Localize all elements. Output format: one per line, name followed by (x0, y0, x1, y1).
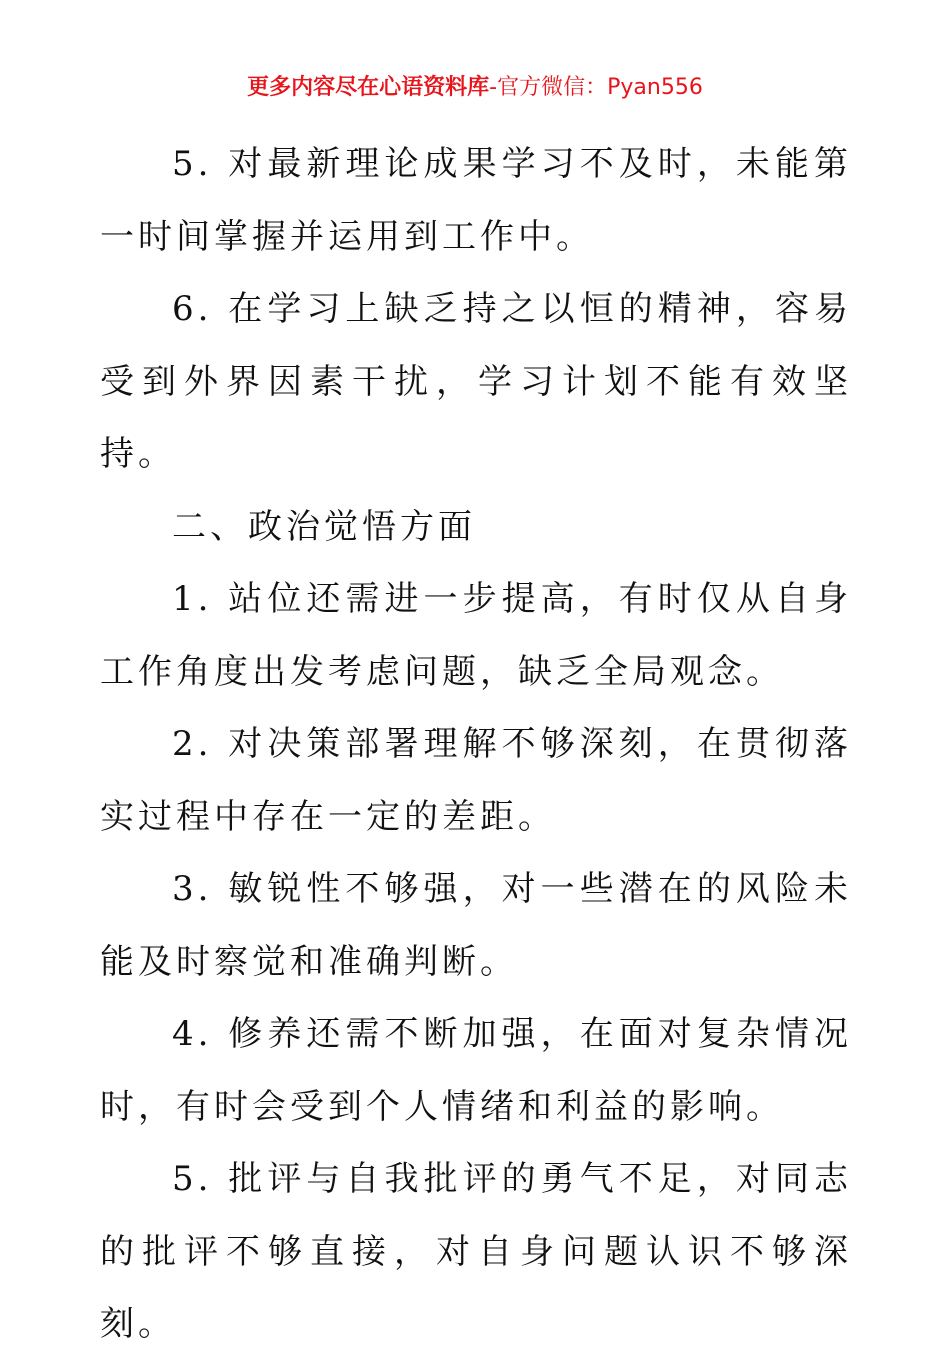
paragraph: 2. 对决策部署理解不够深刻，在贯彻落实过程中存在一定的差距。 (100, 724, 852, 837)
paragraph: 6. 在学习上缺乏持之以恒的精神，容易受到外界因素干扰，学习计划不能有效坚持。 (100, 289, 852, 474)
section-heading: 二、政治觉悟方面 (172, 506, 476, 547)
page-header (0, 70, 950, 101)
paragraph: 3. 敏锐性不够强，对一些潜在的风险未能及时察觉和准确判断。 (100, 869, 852, 982)
header-contact: -官方微信：Pyan556 (489, 75, 703, 100)
paragraph: 5. 批评与自我批评的勇气不足，对同志的批评不够直接，对自身问题认识不够深刻。 (100, 1159, 852, 1344)
paragraph: 1. 站位还需进一步提高，有时仅从自身工作角度出发考虑问题，缺乏全局观念。 (100, 579, 852, 692)
paragraph: 4. 修养还需不断加强，在面对复杂情况时，有时会受到个人情绪和利益的影响。 (100, 1014, 852, 1127)
header-source: 更多内容尽在心语资料库 (247, 74, 490, 100)
document-body (100, 128, 852, 1361)
paragraph: 5. 对最新理论成果学习不及时，未能第一时间掌握并运用到工作中。 (100, 144, 852, 257)
